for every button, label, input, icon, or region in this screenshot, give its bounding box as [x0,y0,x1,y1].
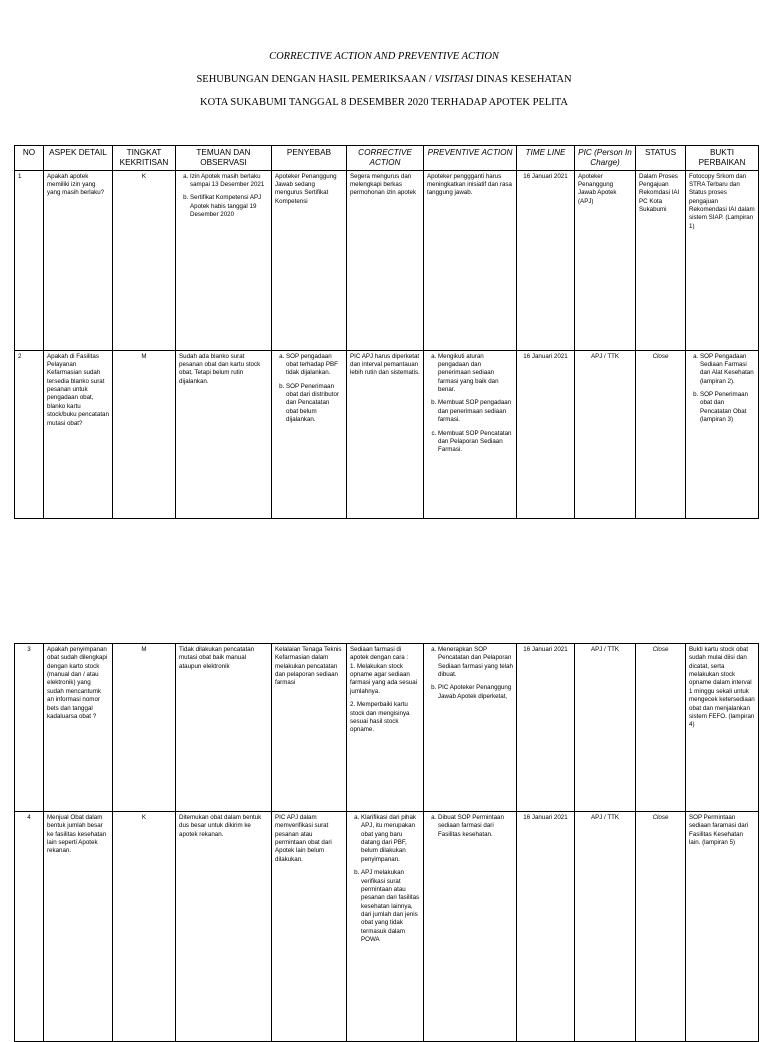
column-header-preventive: PREVENTIVE ACTION [424,146,517,171]
cell-pic: APJ / TTK [575,350,636,518]
cell-temuan: Ditemukan obat dalam bentuk dus besar untuk dikirim ke apotek rekanan. [176,812,272,1042]
column-header-bukti: BUKTI PERBAIKAN [686,146,759,171]
cell-bukti [686,350,759,518]
cell-timeline: 16 Januari 2021 [517,644,575,812]
table-row [15,812,759,1042]
list-item: a. SOP Pengadaan Sediaan Farmasi dan Alat Kesehatan (lampiran 2). [700,353,755,386]
list-item: b. Sertifikat Kompetensi APJ Apotek habis tanggal 19 Desember 2020 [190,194,268,219]
cell-pic: Apoteker Penanggung Jawab Apotek (APJ) [575,170,636,350]
cell-pic: APJ / TTK [575,812,636,1042]
cell-no: 2 [15,350,44,518]
column-header-aspek: ASPEK DETAIL [44,146,113,171]
cell-no: 1 [15,170,44,350]
table-row [15,644,759,812]
cell-aspek: Apakah di Fasilitas Pelayanan Kefarmasian sudah tersedia blanko surat pesanan untuk pengadaan obat, blanko kartu stock/buku pencatatan mutasi obat? [44,350,113,518]
column-header-no: NO [15,146,44,171]
table-header-row [15,146,759,171]
cell-status: Close [636,644,686,812]
cell-corrective [347,812,424,1042]
cell-no: 3 [15,644,44,812]
corrective-intro: Sediaan farmasi di apotek dengan cara : [350,646,409,662]
cell-preventive [424,350,517,518]
list-item: a. Dibuat SOP Permintaan sediaan farmasi dari Fasilitas kesehatan. [438,814,513,839]
subtitle-italic: VISITASI [434,74,474,85]
list-item: b. SOP Penerimaan obat dari distributor dan Pencatatan obat belum dijalankan. [286,383,343,425]
cell-tingkat: K [113,812,176,1042]
column-header-timeline: TIME LINE [517,146,575,171]
subtitle-suffix: DINAS KESEHATAN [473,74,572,85]
table-row [15,170,759,350]
cell-timeline: 16 Januari 2021 [517,812,575,1042]
list-item: a. SOP pengadaan obat terhadap PBF tidak dijalankan. [286,353,343,378]
list-item: c. Membuat SOP Pencatatan dan Pelaporan Sediaan Farmasi. [438,430,513,455]
cell-status: Close [636,812,686,1042]
cell-corrective: Segera mengurus dan melengkapi berkas permohonan izin apotek [347,170,424,350]
column-header-status: STATUS [636,146,686,171]
cell-status: Close [636,350,686,518]
cell-penyebab: Kelalaian Tenaga Teknis Kefarmasian dalam melakukan pencatatan dan pelaporan sediaan farmasi [272,644,347,812]
column-header-corrective: CORRECTIVE ACTION [347,146,424,171]
cell-preventive [424,812,517,1042]
cell-no: 4 [15,812,44,1042]
list-item: b. SOP Penerimaan obat dan Pencatatan Obat (lampiran 3) [700,391,755,424]
list-item: a. Mengikuti aturan pengadaan dan penerimaan sediaan farmasi yang baik dan benar. [438,353,513,395]
cell-preventive: Apoteker penggganti harus meningkatkan inisiatif dan rasa tanggung jawab. [424,170,517,350]
capa-table-page-2 [14,643,759,1042]
subtitle-prefix: SEHUBUNGAN DENGAN HASIL PEMERIKSAAN / [196,74,435,85]
cell-tingkat: K [113,170,176,350]
cell-corrective: PIC APJ harus diperketat dan interval pemantauan lebih rutin dan sistematis. [347,350,424,518]
cell-tingkat: M [113,350,176,518]
cell-preventive [424,644,517,812]
column-header-temuan: TEMUAN DAN OBSERVASI [176,146,272,171]
cell-penyebab: Apoteker Penanggung Jawab sedang mengurus Sertifikat Kompetensi [272,170,347,350]
cell-penyebab [272,350,347,518]
column-header-tingkat: TINGKAT KEKRITISAN [113,146,176,171]
cell-aspek: Apakah penyimpanan obat sudah dilengkapi dengan karto stock (manual dan / atau elektronik) yang sudah mencantumk an informasi nomor bets dan tanggal kadaluarsa obat ? [44,644,113,812]
cell-temuan: Tidak dilakukan pencatatan mutasi obat baik manual ataupun elektronik [176,644,272,812]
cell-bukti: SOP Permintaan sediaan faramasi dari Fasilitas Kesehatan lain. (lampiran 5) [686,812,759,1042]
document-title: CORRECTIVE ACTION AND PREVENTIVE ACTION [269,51,499,62]
list-item: a. Menerapkan SOP Pencatatan dan Pelaporan Sediaan farmasi yang telah dibuat. [438,646,513,679]
table-row [15,350,759,518]
document-location-date: KOTA SUKABUMI TANGGAL 8 DESEMBER 2020 TERHADAP APOTEK PELITA [200,97,568,108]
cell-bukti: Fotocopy Srkom dan STRA Terbaru dan Status proses pengajuan Rekomendasi IAI dalam sistem SIAP. (Lampiran 1) [686,170,759,350]
list-item: a. Izin Apotek masih berlaku sampai 13 Desember 2021 [190,173,268,190]
cell-timeline: 16 Januari 2021 [517,170,575,350]
capa-table-page-1 [14,145,759,519]
list-item: b. Membuat SOP pengadaan dan penerimaan sediaan farmasi. [438,399,513,424]
corrective-step-2: 2. Memperbaiki kartu stock dan mengisinya sesuai hasil stock opname. [350,701,410,734]
column-header-penyebab: PENYEBAB [272,146,347,171]
cell-aspek: Apakah apotek memiliki izin yang yang masih berlaku? [44,170,113,350]
column-header-pic: PIC (Person In Charge) [575,146,636,171]
cell-temuan: Sudah ada blanko surat pesanan obat dan kartu stock obat, Tetapi belum rutin dijalankan. [176,350,272,518]
cell-temuan [176,170,272,350]
cell-pic: APJ / TTK [575,644,636,812]
cell-timeline: 16 Januari 2021 [517,350,575,518]
cell-penyebab: PIC APJ dalam memverifikasi surat pesanan atau permintaan obat dari Apotek lain belum dilakukan. [272,812,347,1042]
list-item: b. APJ melakukan verifikasi surat permintaan atau pesanan dari fasilitas kesehatan lainnya, dari jumlah dan jenis obat yang tidak termasuk dalam POWA [361,869,420,944]
document-subtitle [0,74,768,85]
list-item: b. PIC Apoteker Penanggung Jawab Apotek diperketat, [438,684,513,701]
cell-aspek: Menjual Obat dalam bentuk jumlah besar ke fasilitas kesehatan lain seperti Apotek rekanan. [44,812,113,1042]
list-item: a. Klarifikasi dari pihak APJ, itu merupakan obat yang baru datang dari PBF, belum dilakukan penyimpanan. [361,814,420,864]
cell-tingkat: M [113,644,176,812]
corrective-step-1: 1. Melakukan stock opname agar sediaan farmasi yang ada sesuai jumlahnya. [350,662,418,695]
cell-corrective [347,644,424,812]
cell-status: Dalam Proses Pengajuan Rekomdasi IAI PC Kota Sukabumi [636,170,686,350]
cell-bukti: Bukti kartu stock obat sudah mulai diisi dan dicatat, serta melakukan stock opname dalam interval 1 minggu sekali untuk mengecek ketersediaan obat dan menjalankan sistem FEFO. (lampiran 4) [686,644,759,812]
